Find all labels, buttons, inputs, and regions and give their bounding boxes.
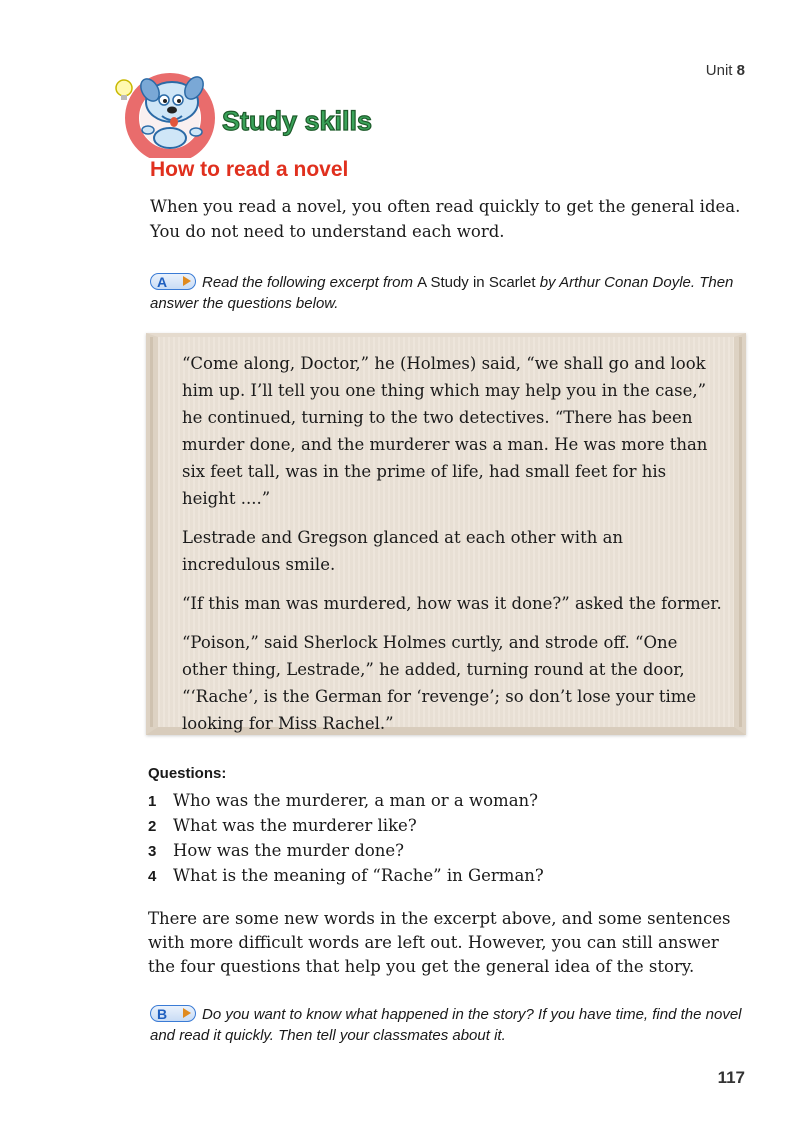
question-item: [148, 813, 544, 838]
question-text: What was the murderer like?: [173, 816, 417, 835]
excerpt-paragraph: “If this man was murdered, how was it done?” asked the former.: [182, 594, 722, 613]
question-text: How was the murder done?: [173, 841, 404, 860]
unit-text: Unit: [705, 62, 733, 79]
play-arrow-icon: [183, 1008, 191, 1018]
lightbulb-icon: [116, 80, 132, 100]
badge-letter: A: [157, 274, 168, 290]
unit-label: [706, 62, 745, 79]
task-b: [150, 1004, 750, 1046]
task-b-badge: [150, 1005, 196, 1022]
page-number: 117: [717, 1068, 745, 1087]
question-item: [148, 838, 544, 863]
intro-paragraph: When you read a novel, you often read quickly to get the general idea. You do not need to understand each word.: [150, 197, 741, 241]
questions-heading: Questions:: [148, 765, 227, 782]
task-b-text: Do you want to know what happened in the story? If you have time, find the novel and read it quickly. Then tell your classmates about it.: [150, 1006, 742, 1044]
book-title: A Study in Scarlet: [417, 274, 536, 291]
question-number: 4: [148, 868, 157, 885]
question-text: What is the meaning of “Rache” in German?: [173, 866, 544, 885]
banner-title: Study skills: [222, 106, 373, 136]
question-number: 2: [148, 818, 157, 835]
explanation-paragraph: There are some new words in the excerpt above, and some sentences with more difficult words are left out. However, you can still answer the four questions that help you get the general idea of the story.: [148, 909, 731, 976]
badge-letter: B: [157, 1006, 168, 1022]
unit-number: 8: [736, 62, 745, 79]
task-a-text-before: Read the following excerpt from: [202, 274, 413, 291]
study-skills-banner: [112, 68, 402, 158]
section-title: How to read a novel: [150, 158, 349, 181]
excerpt-text: [182, 350, 722, 749]
questions-list: [148, 788, 544, 888]
excerpt-paragraph: “Come along, Doctor,” he (Holmes) said, “we shall go and look him up. I’ll tell you one thing which may help you in the case,” he continued, turning to the two detectives. “There has been murder done, and the murderer was a man. He was more than six feet tall, was in the prime of life, had small feet for his height ....”: [182, 354, 708, 508]
task-a: [150, 272, 750, 314]
question-item: [148, 788, 544, 813]
excerpt-paragraph: Lestrade and Gregson glanced at each other with an incredulous smile.: [182, 528, 624, 574]
question-text: Who was the murderer, a man or a woman?: [173, 791, 539, 810]
play-arrow-icon: [183, 276, 191, 286]
question-item: [148, 863, 544, 888]
task-a-badge: [150, 273, 196, 290]
task-a-text-after: by Arthur Conan Doyle. Then answer the questions below.: [150, 274, 734, 312]
question-number: 1: [148, 793, 157, 810]
excerpt-paragraph: “Poison,” said Sherlock Holmes curtly, and strode off. “One other thing, Lestrade,” he added, turning round at the door, “‘Rache’, is the German for ‘revenge’; so don’t lose your time looking for Miss Rachel.”: [182, 633, 697, 733]
question-number: 3: [148, 843, 157, 860]
